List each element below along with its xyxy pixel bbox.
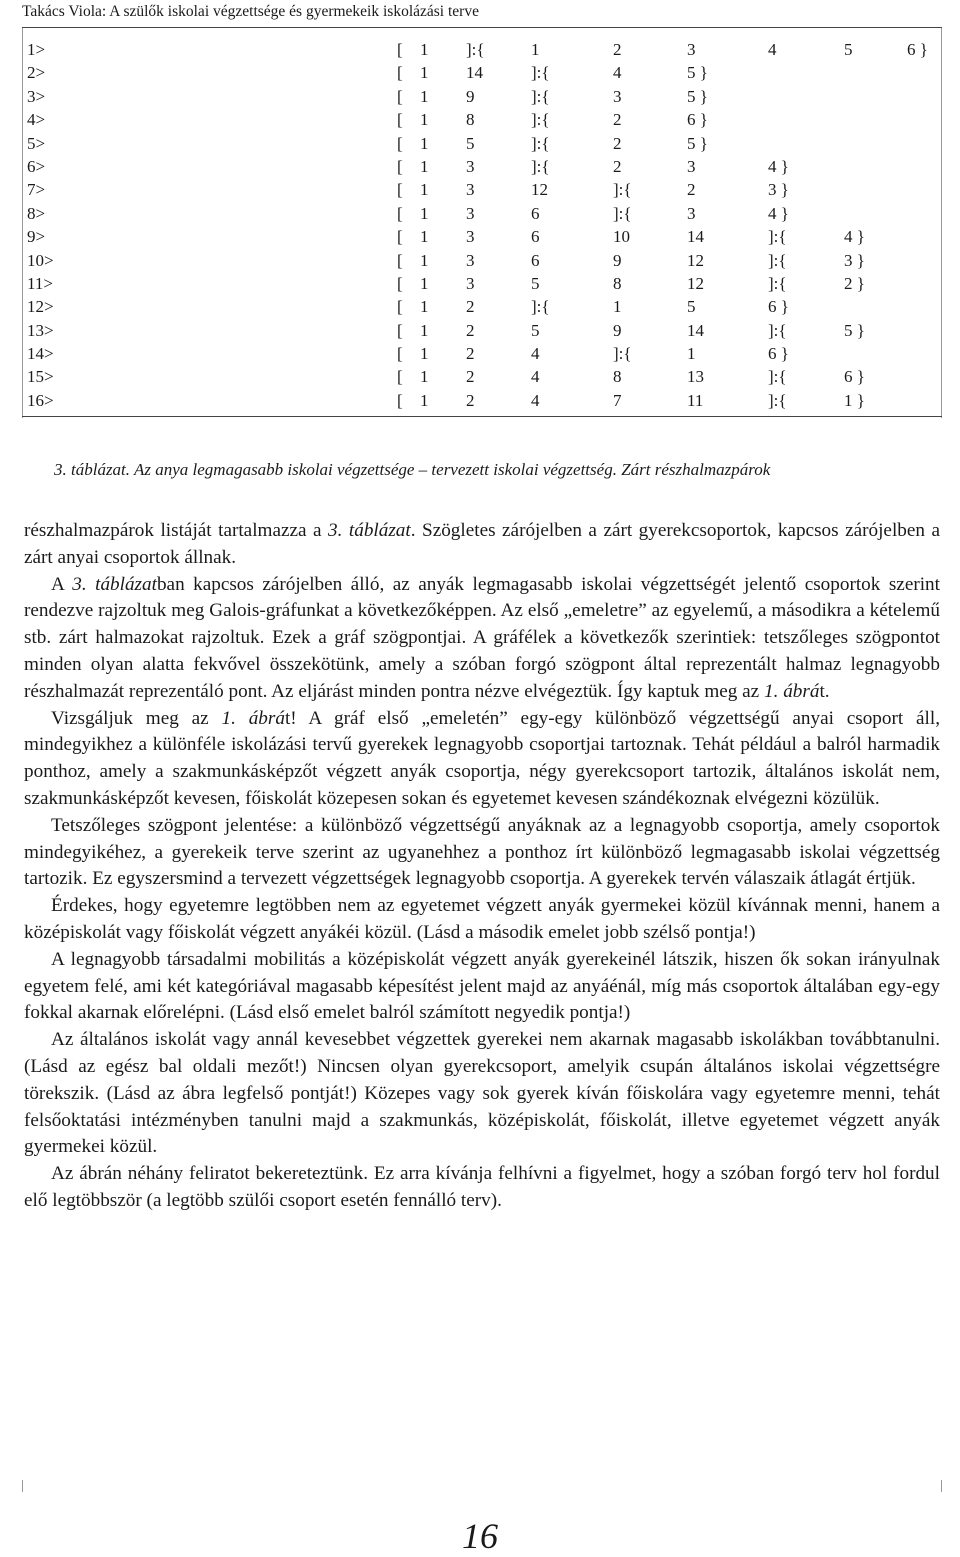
table-caption: 3. táblázat. Az anya legmagasabb iskolai végzettsége – tervezett iskolai végzettség. Zárt részhalmazpárok <box>54 460 771 479</box>
row-label: 3> <box>27 86 46 106</box>
table-cell: 10 <box>613 227 630 247</box>
table-cell: 1 <box>420 390 429 410</box>
row-label: 5> <box>27 133 46 153</box>
table-cell: ]:{ <box>613 180 632 200</box>
table-cell: 2 <box>613 40 622 59</box>
row-label: 13> <box>27 320 54 340</box>
paragraph-3-text-a: Vizsgáljuk meg az <box>51 707 222 729</box>
table-cell: ]:{ <box>613 203 632 223</box>
table-cell: 5 } <box>687 86 708 106</box>
table-cell: 2 <box>466 297 475 317</box>
table-row <box>0 61 960 84</box>
table-cell: 3 <box>613 86 622 106</box>
left-margin-line-lower <box>22 1480 23 1492</box>
table-row <box>0 155 960 178</box>
table-cell: [ <box>397 180 403 200</box>
table-cell: 9 <box>613 320 622 340</box>
paragraph-2 <box>24 572 940 706</box>
table-cell: 6 <box>531 203 540 223</box>
table-cell: 14 <box>687 227 704 247</box>
table-cell: [ <box>397 40 403 59</box>
table-row <box>0 178 960 201</box>
row-label: 12> <box>27 297 54 317</box>
paragraph-5: Érdekes, hogy egyetemre legtöbben nem az egyetemet végzett anyák gyermekei közül kívánnak menni, hanem a középiskolát vagy főiskolát végzett anyákéi közül. (Lásd a második emelet jobb szélső pontja!) <box>24 895 940 943</box>
table-row <box>0 342 960 365</box>
table-cell: ]:{ <box>531 156 550 176</box>
table-cell: 4 } <box>768 203 789 223</box>
table-cell: ]:{ <box>531 86 550 106</box>
table-row <box>0 249 960 272</box>
table-cell: 2 <box>687 180 696 200</box>
table-cell: ]:{ <box>768 227 787 247</box>
table-cell: 5 <box>687 297 696 317</box>
table-cell: 3 } <box>844 250 865 270</box>
table-row <box>0 132 960 155</box>
table-cell: 7 <box>613 390 622 410</box>
right-margin-line-lower <box>941 1480 942 1492</box>
row-label: 8> <box>27 203 46 223</box>
table-cell: ]:{ <box>613 344 632 364</box>
paragraph-6: A legnagyobb társadalmi mobilitás a középiskolát végzett anyák gyerekeinél látszik, hiszen ők sokan irányulnak egyetem felé, ami két kategóriával magasabb képesítést jelent majd az anyáénál, míg más csoportok általában egy-egy fokkal akarnak előrelépni. (Lásd első emelet balról számított negyedik pontja!) <box>24 948 940 1024</box>
table-cell: ]:{ <box>768 250 787 270</box>
row-label: 10> <box>27 250 54 270</box>
table-cell: [ <box>397 227 403 247</box>
running-header: Takács Viola: A szülők iskolai végzettsége és gyermekeik iskolázási terve <box>22 3 479 20</box>
paragraph-3 <box>24 706 940 813</box>
table-cell: 4 } <box>768 156 789 176</box>
table-cell: 3 <box>466 180 475 200</box>
table-cell: 4 <box>531 390 540 410</box>
paragraph-4: Tetszőleges szögpont jelentése: a különböző végzettségű anyáknak az a legnagyobb csoportja, amely csoportok mindegyikéhez, a gyerekeik terve szerint az ugyanehhez a ponthoz írt különböző legmagasabb iskolai végzettség tartozik. Ez egyszersmind a tervezett végzettségek legnagyobb csoportja. A gyerekek tervén válaszaik átlagát értjük. <box>24 814 940 890</box>
table-cell: 6 } <box>907 40 928 59</box>
table-reference: 3. táblázat <box>328 520 411 541</box>
table-cell: 3 <box>466 227 475 247</box>
table-row <box>0 202 960 225</box>
table-cell: [ <box>397 156 403 176</box>
table-cell: 12 <box>531 180 548 200</box>
table-cell: 1 <box>420 344 429 364</box>
table-cell: 6 <box>531 227 540 247</box>
table-cell: 8 <box>613 273 622 293</box>
table-cell: 12 <box>687 273 704 293</box>
table-cell: 6 } <box>844 367 865 387</box>
table-cell: ]:{ <box>531 110 550 130</box>
table-cell: 4 <box>613 63 622 83</box>
table-cell: 6 } <box>687 110 708 130</box>
table-cell: 2 <box>466 390 475 410</box>
table-cell: [ <box>397 367 403 387</box>
table-cell: ]:{ <box>531 63 550 83</box>
table-cell: 1 <box>613 297 622 317</box>
table-cell: [ <box>397 86 403 106</box>
table-cell: ]:{ <box>466 40 485 59</box>
paragraph-1-text-a: részhalmazpárok listáját tartalmazza a <box>24 520 329 541</box>
table-cell: 5 <box>531 273 540 293</box>
figure-reference: 1. ábrá <box>764 680 820 702</box>
paragraph-1-text-b: . Szögletes zárójelben a zárt gyerekcsoportok, kapcsos zárójelben a zárt anyai csoportok állnak. <box>24 520 940 568</box>
paragraph-8: Az ábrán néhány feliratot bekereteztünk. Ez arra kívánja felhívni a figyelmet, hogy a szóban forgó terv hol fordul elő legtöbbször (a legtöbb szülői csoport esetén fennálló terv). <box>24 1163 940 1211</box>
table-cell: 2 <box>613 110 622 130</box>
table-cell: 1 <box>420 203 429 223</box>
table-cell: 8 <box>466 110 475 130</box>
table-cell: 3 <box>466 250 475 270</box>
table-cell: 1 <box>420 110 429 130</box>
row-label: 14> <box>27 344 54 364</box>
paragraph-1 <box>24 518 940 572</box>
table-cell: 5 <box>844 40 853 59</box>
table-cell: ]:{ <box>768 367 787 387</box>
table-cell: ]:{ <box>531 133 550 153</box>
table-cell: [ <box>397 320 403 340</box>
table-cell: [ <box>397 390 403 410</box>
table-cell: 3 <box>466 156 475 176</box>
table-row <box>0 272 960 295</box>
table-cell: [ <box>397 133 403 153</box>
table-row <box>0 85 960 108</box>
table-cell: ]:{ <box>531 297 550 317</box>
table-cell: 1 <box>420 156 429 176</box>
table-cell: 1 } <box>844 390 865 410</box>
table-cell: 5 } <box>844 320 865 340</box>
row-label: 4> <box>27 110 46 130</box>
row-label: 9> <box>27 227 46 247</box>
table-cell: 3 <box>687 156 696 176</box>
row-label: 2> <box>27 63 46 83</box>
paragraph-3-text-b: t! A gráf első „emeletén” egy-egy különböző végzettségű anyai csoport áll, mindegyikhez a különféle iskolázási tervű gyerekek legnagyobb csoportjai tartoznak. Tehát például a balról harmadik ponthoz, amely a szakmunkásképzőt végzett anyák csoportja, négy gyerekcsoport tartozik, általános iskolát nem, szakmunkásképzőt kevesen, főiskolát közepesen sokan és egyetemet kevesen szándékoznak elvégezni közülük. <box>24 707 941 809</box>
table-cell: 9 <box>613 250 622 270</box>
table-cell: ]:{ <box>768 273 787 293</box>
table-cell: 12 <box>687 250 704 270</box>
table-cell: [ <box>397 250 403 270</box>
table-cell: 1 <box>420 227 429 247</box>
table-cell: [ <box>397 297 403 317</box>
table-row <box>0 319 960 342</box>
table-cell: 3 <box>466 273 475 293</box>
table-row <box>0 389 960 412</box>
table-cell: 14 <box>687 320 704 340</box>
row-label: 7> <box>27 180 46 200</box>
table-cell: 9 <box>466 86 475 106</box>
table-cell: 6 } <box>768 344 789 364</box>
table-cell: 2 <box>466 344 475 364</box>
table-cell: 1 <box>531 40 540 59</box>
row-label: 11> <box>27 273 53 293</box>
table-bottom-rule <box>22 416 942 417</box>
table-cell: 3 <box>687 203 696 223</box>
closed-subset-pairs-table <box>0 38 960 412</box>
page-number: 16 <box>462 1516 498 1556</box>
table-cell: 1 <box>687 344 696 364</box>
paragraph-2-text-b: ban kapcsos zárójelben álló, az anyák legmagasabb iskolai végzettségét jelentő csoportok szerint rendezve rajzoltuk meg Galois-gráfunkat a következőképpen. Az első „emeletre” az egyelemű, a másodikra a kételemű stb. zárt halmazokat rajzoltuk. Ezek a gráf szögpontjai. A gráfélek a következők szerintiek: tetszőleges szögpontot minden olyan alatta fekvővel összekötünk, amely a szóban forgó szögpont által reprezentált halmaz legnagyobb részhalmazát reprezentáló pont. Az eljárást minden pontra nézve elvégeztük. Így kaptuk meg az <box>24 573 940 702</box>
table-cell: 11 <box>687 390 704 410</box>
table-cell: 2 <box>613 156 622 176</box>
table-cell: 1 <box>420 133 429 153</box>
table-cell: 14 <box>466 63 483 83</box>
figure-reference: 1. ábrá <box>221 707 285 729</box>
table-row <box>0 108 960 131</box>
table-cell: 4 <box>531 344 540 364</box>
table-cell: 1 <box>420 180 429 200</box>
table-cell: 1 <box>420 297 429 317</box>
table-row <box>0 365 960 388</box>
table-cell: 1 <box>420 320 429 340</box>
paragraph-2-text-c: t. <box>819 680 830 702</box>
body-text <box>24 518 940 1215</box>
table-cell: 6 } <box>768 297 789 317</box>
table-row <box>0 295 960 318</box>
table-reference: 3. táblázat <box>72 573 157 595</box>
table-cell: 13 <box>687 367 704 387</box>
table-cell: 1 <box>420 63 429 83</box>
table-row <box>0 225 960 248</box>
table-cell: 2 <box>466 367 475 387</box>
table-cell: 5 <box>531 320 540 340</box>
paragraph-7: Az általános iskolát vagy annál kevesebbet végzettek gyerekei nem akarnak magasabb iskolákban továbbtanulni. (Lásd az egész bal oldali mezőt!) Nincsen olyan gyerekcsoport, amelyik csupán általános iskolai végzettségre törekszik. (Lásd az ábra legfelső pontját!) Közepes vagy sok gyerek kíván főiskolára vagy egyetemre menni, tehát felsőoktatási intézményben tanulni majd a szakmunkás, középiskolát, főiskolát, illetve egyetemet végzett anyák gyermekei közül. <box>24 1029 940 1158</box>
table-cell: 1 <box>420 250 429 270</box>
table-cell: 1 <box>420 86 429 106</box>
table-cell: ]:{ <box>768 390 787 410</box>
table-cell: 1 <box>420 367 429 387</box>
table-cell: 4 <box>768 40 777 59</box>
table-cell: [ <box>397 110 403 130</box>
table-cell: [ <box>397 344 403 364</box>
table-cell: [ <box>397 273 403 293</box>
row-label: 16> <box>27 390 54 410</box>
table-cell: 3 <box>687 40 696 59</box>
row-label: 15> <box>27 367 54 387</box>
table-cell: 4 <box>531 367 540 387</box>
table-cell: 3 } <box>768 180 789 200</box>
table-cell: 5 <box>466 133 475 153</box>
table-cell: ]:{ <box>768 320 787 340</box>
table-cell: 1 <box>420 40 429 59</box>
row-label: 6> <box>27 156 46 176</box>
table-row <box>0 38 960 61</box>
paragraph-2-text-a: A <box>51 573 73 595</box>
table-cell: [ <box>397 203 403 223</box>
table-cell: 3 <box>466 203 475 223</box>
table-cell: [ <box>397 63 403 83</box>
table-cell: 8 <box>613 367 622 387</box>
header-rule <box>22 27 942 28</box>
table-cell: 2 <box>613 133 622 153</box>
row-label: 1> <box>27 40 46 59</box>
table-cell: 1 <box>420 273 429 293</box>
table-cell: 5 } <box>687 63 708 83</box>
table-cell: 2 } <box>844 273 865 293</box>
table-cell: 2 <box>466 320 475 340</box>
table-cell: 6 <box>531 250 540 270</box>
table-cell: 5 } <box>687 133 708 153</box>
table-cell: 4 } <box>844 227 865 247</box>
